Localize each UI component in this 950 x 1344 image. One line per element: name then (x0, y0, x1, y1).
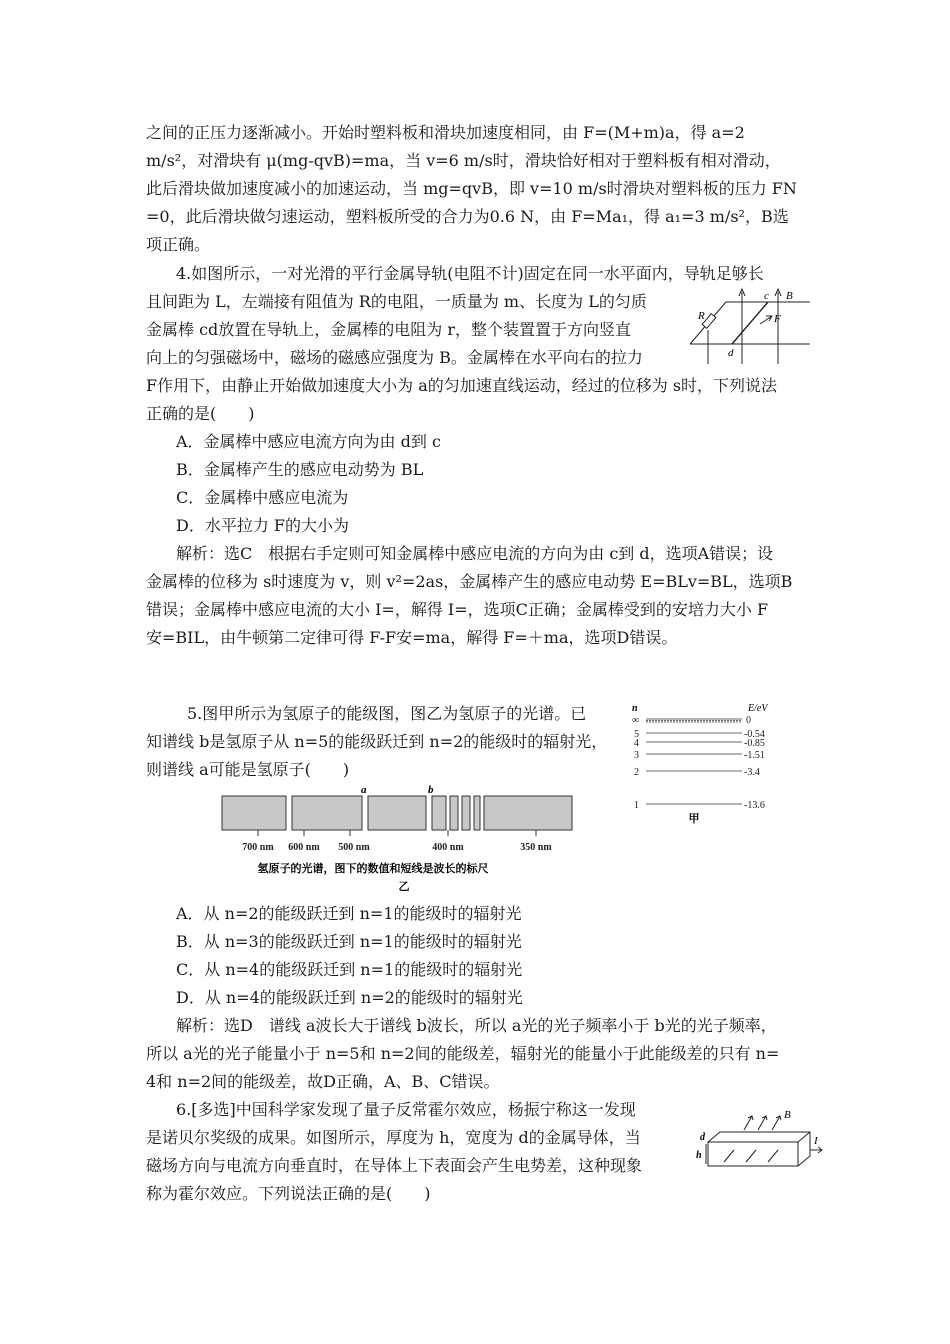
level-n: 3 (634, 750, 639, 761)
label-d: d (728, 347, 734, 359)
level-e-header: E/eV (748, 703, 768, 714)
text-line: m/s²，对滑块有 μ(mg-qvB)=ma，当 v=6 m/s时，滑块恰好相对于塑料板有相对滑动， (146, 151, 781, 170)
q5-option-a: A．从 n=2的能级跃迁到 n=1的能级时的辐射光 (176, 904, 522, 923)
tick-label: 400 nm (432, 842, 464, 853)
q4-option-b: B．金属棒产生的感应电动势为 BL (176, 460, 424, 479)
q4-option-c: C．金属棒中感应电流为 (176, 488, 349, 507)
q4-option-a: A．金属棒中感应电流方向为由 d到 c (176, 432, 441, 451)
q4-stem-line: 向上的匀强磁场中，磁场的磁感应强度为 B。金属棒在水平向右的拉力 (146, 348, 643, 367)
q4-analysis-line: 解析：选C 根据右手定则可知金属棒中感应电流的方向为由 c到 d，选项A错误；设 (176, 544, 774, 563)
q4-analysis-line: 安=BIL，由牛顿第二定律可得 F-F安=ma，解得 F=＋ma，选项D错误。 (146, 628, 678, 647)
q4-stem-line: 且间距为 L，左端接有阻值为 R的电阻，一质量为 m、长度为 L的匀质 (146, 292, 647, 311)
label-F: F (774, 313, 781, 325)
level-n: 1 (634, 800, 639, 811)
tick-label: 700 nm (242, 842, 274, 853)
spectrum-figure (218, 784, 578, 894)
spectrum-line-a: a (361, 784, 367, 796)
q5-option-d: D．从 n=4的能级跃迁到 n=2的能级时的辐射光 (176, 988, 523, 1007)
q4-stem-line: F作用下，由静止开始做加速度大小为 a的匀加速直线运动，经过的位移为 s时，下列说法 (146, 376, 778, 395)
q6-stem-line: 称为霍尔效应。下列说法正确的是( ) (146, 1184, 431, 1203)
tick-label: 350 nm (520, 842, 552, 853)
q5-stem-line: 5.图甲所示为氢原子的能级图，图乙为氢原子的光谱。已 (187, 704, 587, 723)
q5-option-b: B．从 n=3的能级跃迁到 n=1的能级时的辐射光 (176, 932, 522, 951)
level-energy: -0.85 (744, 738, 765, 749)
text-line: =0，此后滑块做匀速运动，塑料板所受的合力为0.6 N，由 F=Ma₁，得 a₁=3 m/s²，B选 (146, 207, 789, 226)
level-energy: -0.54 (744, 729, 765, 740)
rail-diagram (686, 286, 812, 364)
levels-label: 甲 (688, 813, 700, 824)
spectrum-label: 乙 (398, 881, 410, 893)
label-c: c (764, 290, 769, 302)
spectrum-caption: 氢原子的光谱，图下的数值和短线是波长的标尺 (257, 863, 489, 875)
q5-analysis-line: 4和 n=2间的能级差，故D正确，A、B、C错误。 (146, 1072, 500, 1091)
energy-level-diagram (628, 700, 788, 824)
q5-option-c: C．从 n=4的能级跃迁到 n=1的能级时的辐射光 (176, 960, 523, 979)
level-energy: -1.51 (744, 750, 765, 761)
text-line: 之间的正压力逐渐减小。开始时塑料板和滑块加速度相同，由 F=(M+m)a，得 a=2 (146, 123, 745, 142)
spectrum-line-b: b (428, 784, 434, 796)
label-I: I (814, 1135, 818, 1147)
hall-effect-diagram (694, 1106, 824, 1172)
level-n: 5 (634, 729, 639, 740)
tick-label: 500 nm (338, 842, 370, 853)
tick-label: 600 nm (288, 842, 320, 853)
label-R: R (698, 310, 705, 322)
level-n-header: n (632, 703, 638, 714)
text-line: 项正确。 (146, 235, 211, 254)
text-line: 此后滑块做加速度减小的加速运动，当 mg=qvB，即 v=10 m/s时滑块对塑料板的压力 FN (146, 179, 797, 198)
q4-option-d: D．水平拉力 F的大小为 (176, 516, 350, 535)
q6-stem-line: 是诺贝尔奖级的成果。如图所示，厚度为 h，宽度为 d的金属导体，当 (146, 1128, 641, 1147)
level-n: ∞ (632, 715, 640, 726)
level-energy: -3.4 (744, 767, 760, 778)
q5-stem-line: 则谱线 a可能是氢原子( ) (146, 760, 350, 779)
q6-stem-line: 6.[多选]中国科学家发现了量子反常霍尔效应，杨振宁称这一发现 (176, 1100, 636, 1119)
q5-stem-line: 知谱线 b是氢原子从 n=5的能级跃迁到 n=2的能级时的辐射光， (146, 732, 608, 751)
label-d: d (700, 1132, 705, 1143)
q4-stem-line: 金属棒 cd放置在导轨上，金属棒的电阻为 r，整个装置置于方向竖直 (146, 320, 632, 339)
q4-stem-line: 正确的是( ) (146, 404, 255, 423)
q5-analysis-line: 解析：选D 谱线 a波长大于谱线 b波长，所以 a光的光子频率小于 b光的光子频率， (176, 1016, 777, 1035)
level-energy: -13.6 (744, 800, 765, 811)
q4-stem-line: 4.如图所示，一对光滑的平行金属导轨(电阻不计)固定在同一水平面内，导轨足够长 (176, 264, 764, 283)
label-B: B (786, 290, 793, 302)
level-energy: 0 (746, 715, 751, 726)
q4-analysis-line: 错误；金属棒中感应电流的大小 I=，解得 I=，选项C正确；金属棒受到的安培力大小 F (146, 600, 769, 619)
q4-analysis-line: 金属棒的位移为 s时速度为 v，则 v²=2as，金属棒产生的感应电动势 E=BLv=BL，选项B (146, 572, 793, 591)
level-n: 2 (634, 767, 639, 778)
q6-stem-line: 磁场方向与电流方向垂直时，在导体上下表面会产生电势差，这种现象 (146, 1156, 643, 1175)
label-h: h (696, 1150, 702, 1161)
level-n: 4 (634, 738, 639, 749)
q5-analysis-line: 所以 a光的光子能量小于 n=5和 n=2间的能级差，辐射光的能量小于此能级差的只有 n= (146, 1044, 780, 1063)
label-B: B (784, 1109, 791, 1121)
